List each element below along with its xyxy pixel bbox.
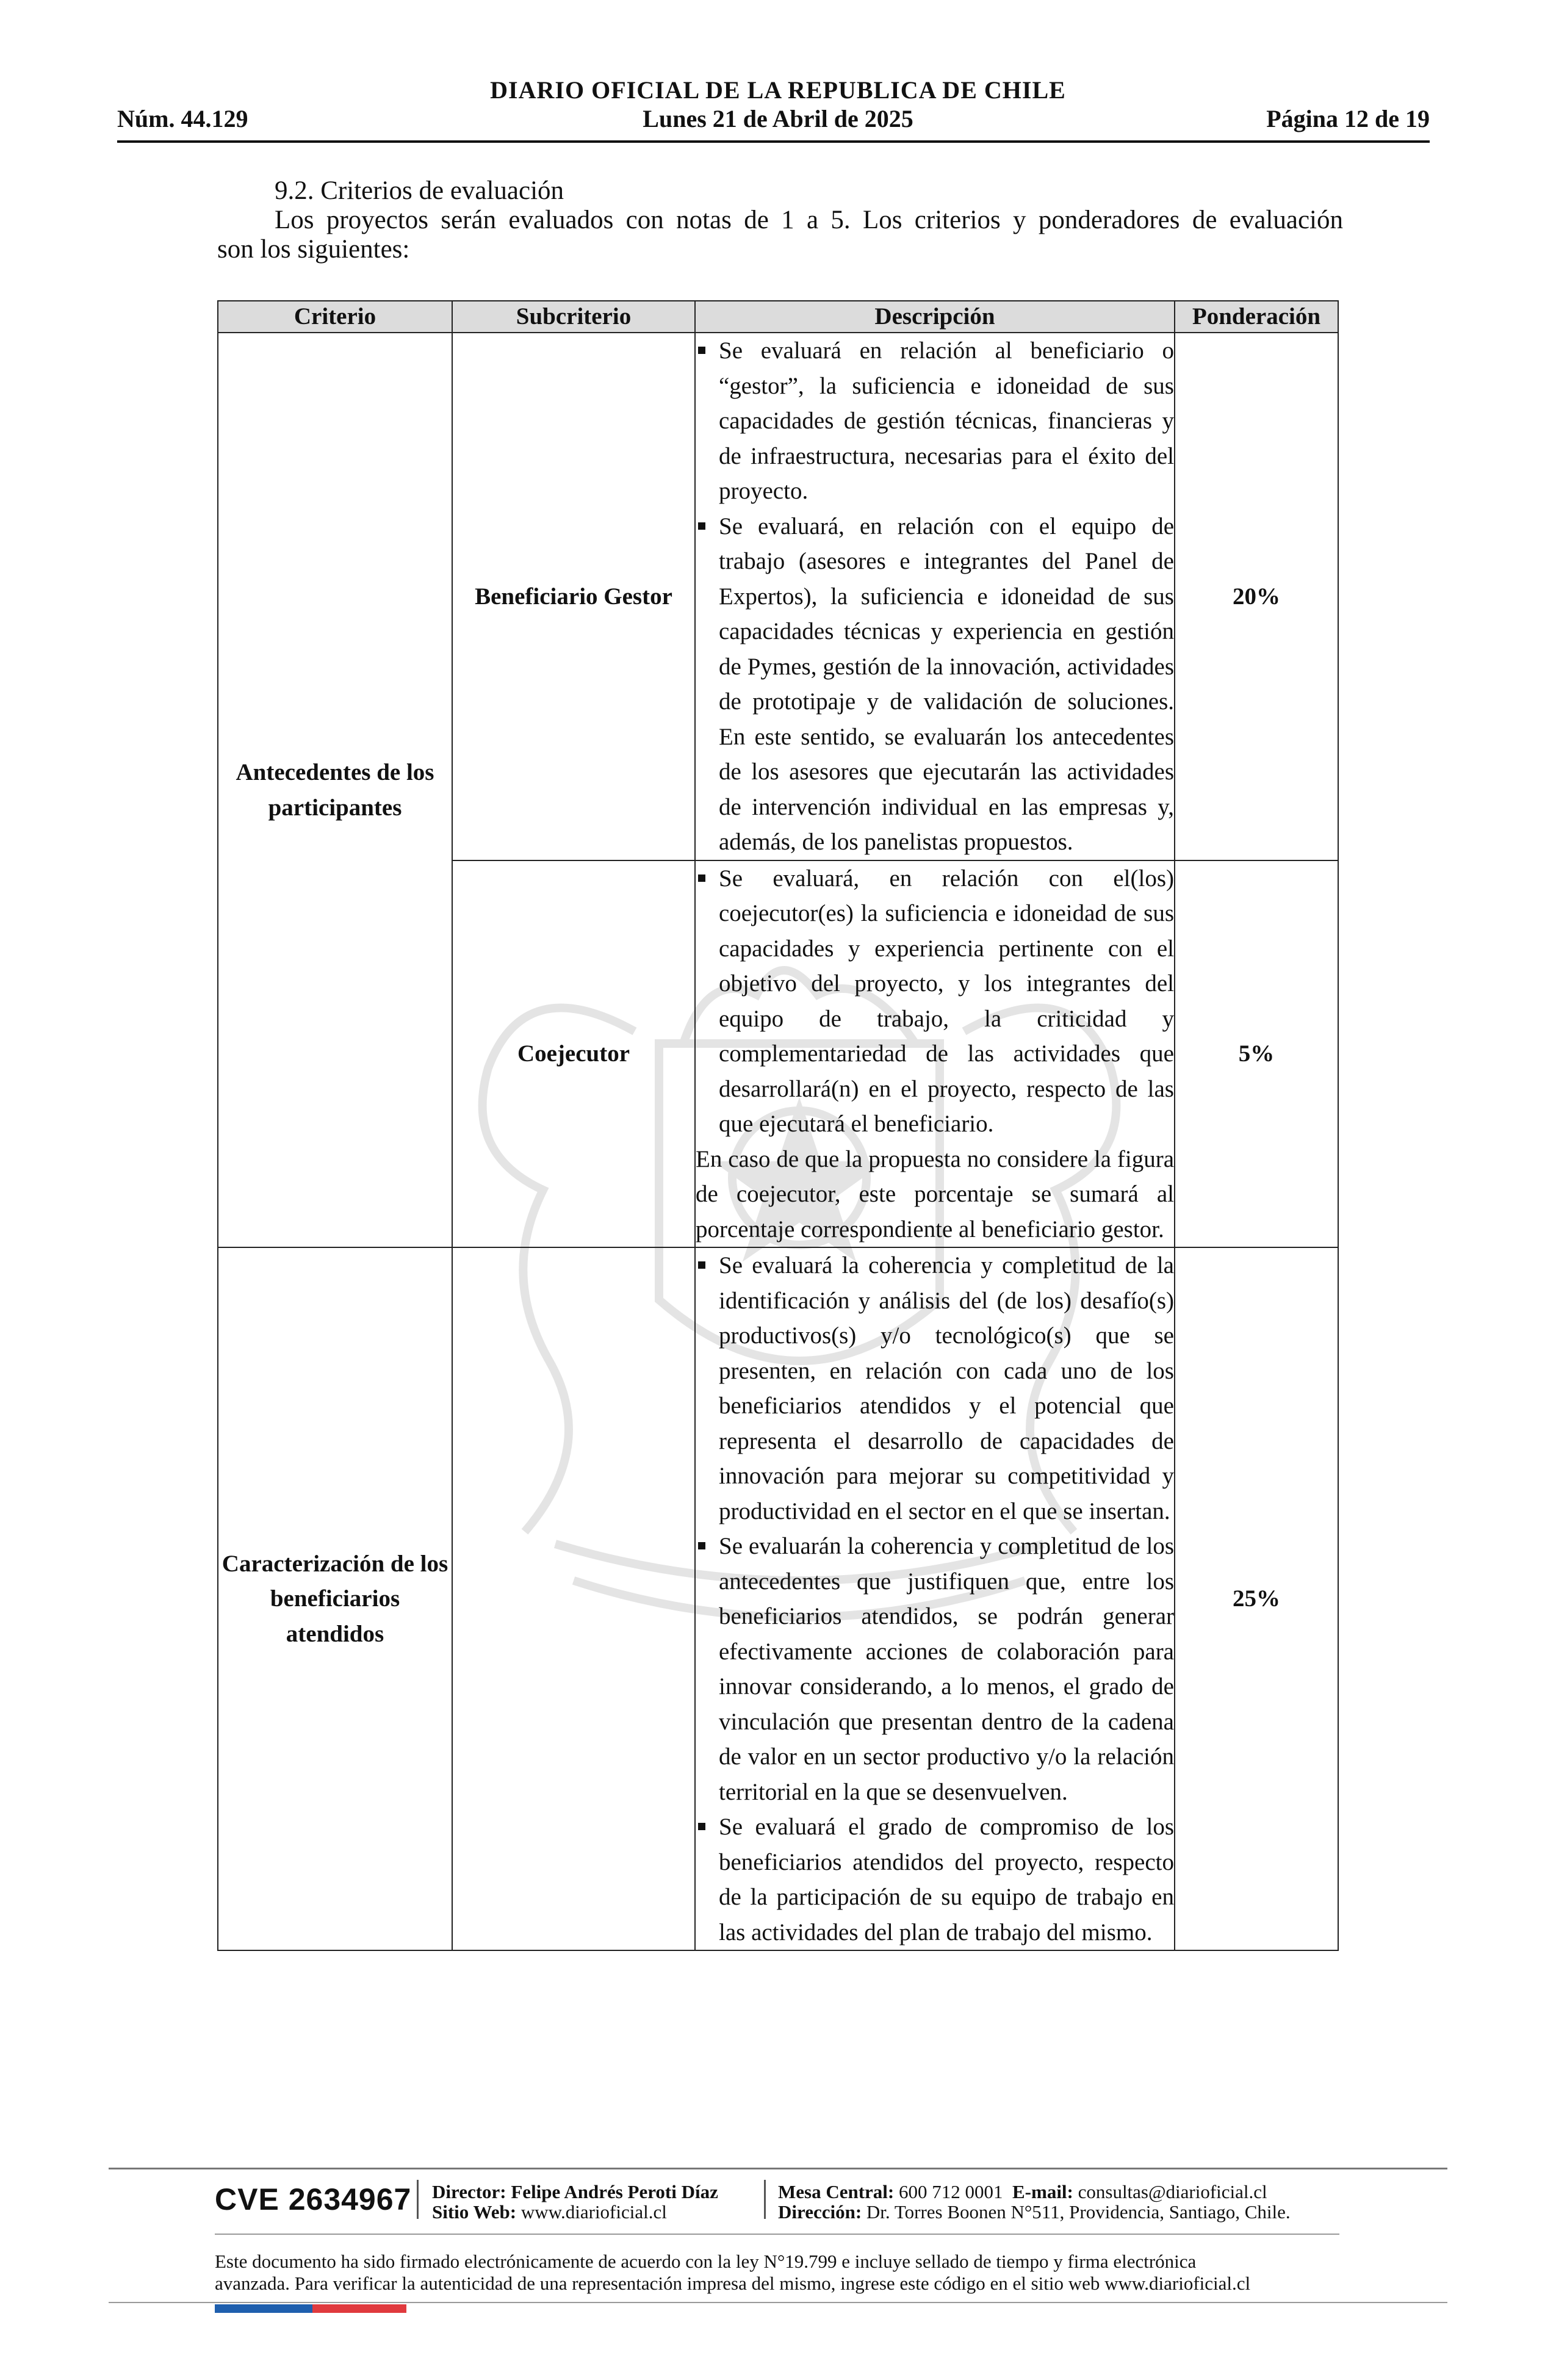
director-label: Director: [432, 2181, 506, 2202]
criterio-cell: Antecedentes de los participantes [218, 333, 452, 1247]
square-bullet-icon [698, 347, 705, 354]
square-bullet-icon [698, 1261, 705, 1269]
criterio-cell: Caracterización de los beneficiarios atendidos [218, 1247, 452, 1950]
website-link[interactable]: www.diarioficial.cl [520, 2201, 667, 2223]
email-label: E-mail: [1012, 2181, 1073, 2202]
header-rule [117, 140, 1430, 143]
description-note: En caso de que la propuesta no considere la figura de coejecutor, este porcentaje se sumará al porcentaje correspondiente al beneficiario gestor. [696, 1145, 1174, 1242]
subcriterio-cell: Beneficiario Gestor [452, 333, 695, 860]
description-bullet: Se evaluará la coherencia y completitud de la identificación y análisis del (de los) desafío(s) productivos(s) y/o tecnológico(s) que se presenten, en relación con cada uno de los beneficiarios atendidos y el potencial que representa el desarrollo de capacidades de innovación para mejorar su competitividad y productividad en el sector en el que se insertan. [696, 1248, 1174, 1529]
footer-separator [417, 2180, 419, 2219]
description-bullet: Se evaluará, en relación con el equipo de trabajo (asesores e integrantes del Panel de Expertos), la suficiencia e idoneidad de sus capacidades técnicas y experiencia en gestión de Pymes, gestión de la innovación, actividades de prototipaje y de validación de soluciones. En este sentido, se evaluarán los antecedentes de los asesores que ejecutarán las actividades de intervención individual en las empresas y, además, de los panelistas propuestos. [696, 509, 1174, 860]
table-row [218, 1247, 1338, 1950]
table-header-row [218, 301, 1338, 333]
column-header-subcriterio: Subcriterio [452, 301, 695, 333]
footer-rule-middle [215, 2234, 1339, 2235]
address-label: Dirección: [778, 2201, 862, 2223]
flag-stripe-blue [215, 2304, 312, 2313]
description-bullet-list [696, 333, 1174, 860]
description-bullet-list [696, 1248, 1174, 1950]
description-cell [695, 1247, 1175, 1950]
legal-notice-line-1: Este documento ha sido firmado electrónicamente de acuerdo con la ley N°19.799 e incluye sellado de tiempo y firma electrónica [215, 2251, 1197, 2272]
square-bullet-icon [698, 874, 705, 882]
cve-code: CVE 2634967 [215, 2182, 412, 2216]
description-cell [695, 860, 1175, 1248]
description-cell [695, 333, 1175, 860]
legal-notice-line-2: avanzada. Para verificar la autenticidad de una representación impresa del mismo, ingrese este código en el sitio web www.diarioficial.cl [215, 2273, 1251, 2294]
flag-stripe-red [312, 2304, 406, 2313]
footer-director-block [432, 2182, 718, 2222]
intro-paragraph-line-2: son los siguientes: [217, 235, 410, 264]
issue-number: Núm. 44.129 [117, 105, 248, 132]
evaluation-criteria-table [217, 300, 1339, 1951]
description-bullet: Se evaluará, en relación con el(los) coejecutor(es) la suficiencia e idoneidad de sus capacidades y experiencia pertinente con el objetivo del proyecto, y los integrantes del equipo de trabajo, la criticidad y complementariedad de las actividades que desarrollará(n) en el proyecto, respecto de las que ejecutará el beneficiario. [696, 861, 1174, 1142]
section-heading: 9.2. Criterios de evaluación [275, 176, 564, 205]
ponderacion-cell: 20% [1175, 333, 1338, 860]
footer-separator [764, 2180, 766, 2219]
description-bullet: Se evaluará el grado de compromiso de los beneficiarios atendidos del proyecto, respecto de la participación de su equipo de trabajo en las actividades del plan de trabajo del mismo. [696, 1809, 1174, 1950]
phone-label: Mesa Central: [778, 2181, 895, 2202]
ponderacion-cell: 5% [1175, 860, 1338, 1248]
description-bullet: Se evaluarán la coherencia y completitud de los antecedentes que justifiquen que, entre los beneficiarios atendidos, se podrán generar efectivamente acciones de colaboración para innovar considerando, a lo menos, el grado de vinculación que presentan dentro de la cadena de valor en un sector productivo y/o la relación territorial en la que se desenvuelven. [696, 1529, 1174, 1809]
column-header-criterio: Criterio [218, 301, 452, 333]
square-bullet-icon [698, 1823, 705, 1830]
square-bullet-icon [698, 1542, 705, 1549]
address-text: Dr. Torres Boonen N°511, Providencia, Santiago, Chile. [866, 2201, 1291, 2223]
newspaper-title: DIARIO OFICIAL DE LA REPUBLICA DE CHILE [490, 76, 1066, 104]
table-row [218, 333, 1338, 860]
footer-contact-block [778, 2182, 1291, 2222]
description-bullet: Se evaluará en relación al beneficiario o “gestor”, la suficiencia e idoneidad de sus capacidades de gestión técnicas, financieras y de infraestructura, necesarias para el éxito del proyecto. [696, 333, 1174, 509]
subcriterio-cell: Coejecutor [452, 860, 695, 1248]
subcriterio-cell [452, 1247, 695, 1950]
intro-paragraph-line-1: Los proyectos serán evaluados con notas de 1 a 5. Los criterios y ponderadores de evaluación [275, 206, 1343, 234]
column-header-descripcion: Descripción [695, 301, 1175, 333]
legal-notice [215, 2251, 1339, 2295]
footer-rule-bottom [109, 2302, 1447, 2303]
column-header-ponderacion: Ponderación [1175, 301, 1338, 333]
description-bullet-list [696, 861, 1174, 1142]
phone-number: 600 712 0001 [899, 2181, 1003, 2202]
page-number: Página 12 de 19 [1266, 105, 1430, 132]
footer-rule-top [109, 2168, 1447, 2169]
square-bullet-icon [698, 522, 705, 530]
director-name: Felipe Andrés Peroti Díaz [511, 2181, 718, 2202]
email-link[interactable]: consultas@diarioficial.cl [1078, 2181, 1267, 2202]
ponderacion-cell: 25% [1175, 1247, 1338, 1950]
website-label: Sitio Web: [432, 2201, 517, 2223]
issue-date: Lunes 21 de Abril de 2025 [643, 105, 913, 132]
